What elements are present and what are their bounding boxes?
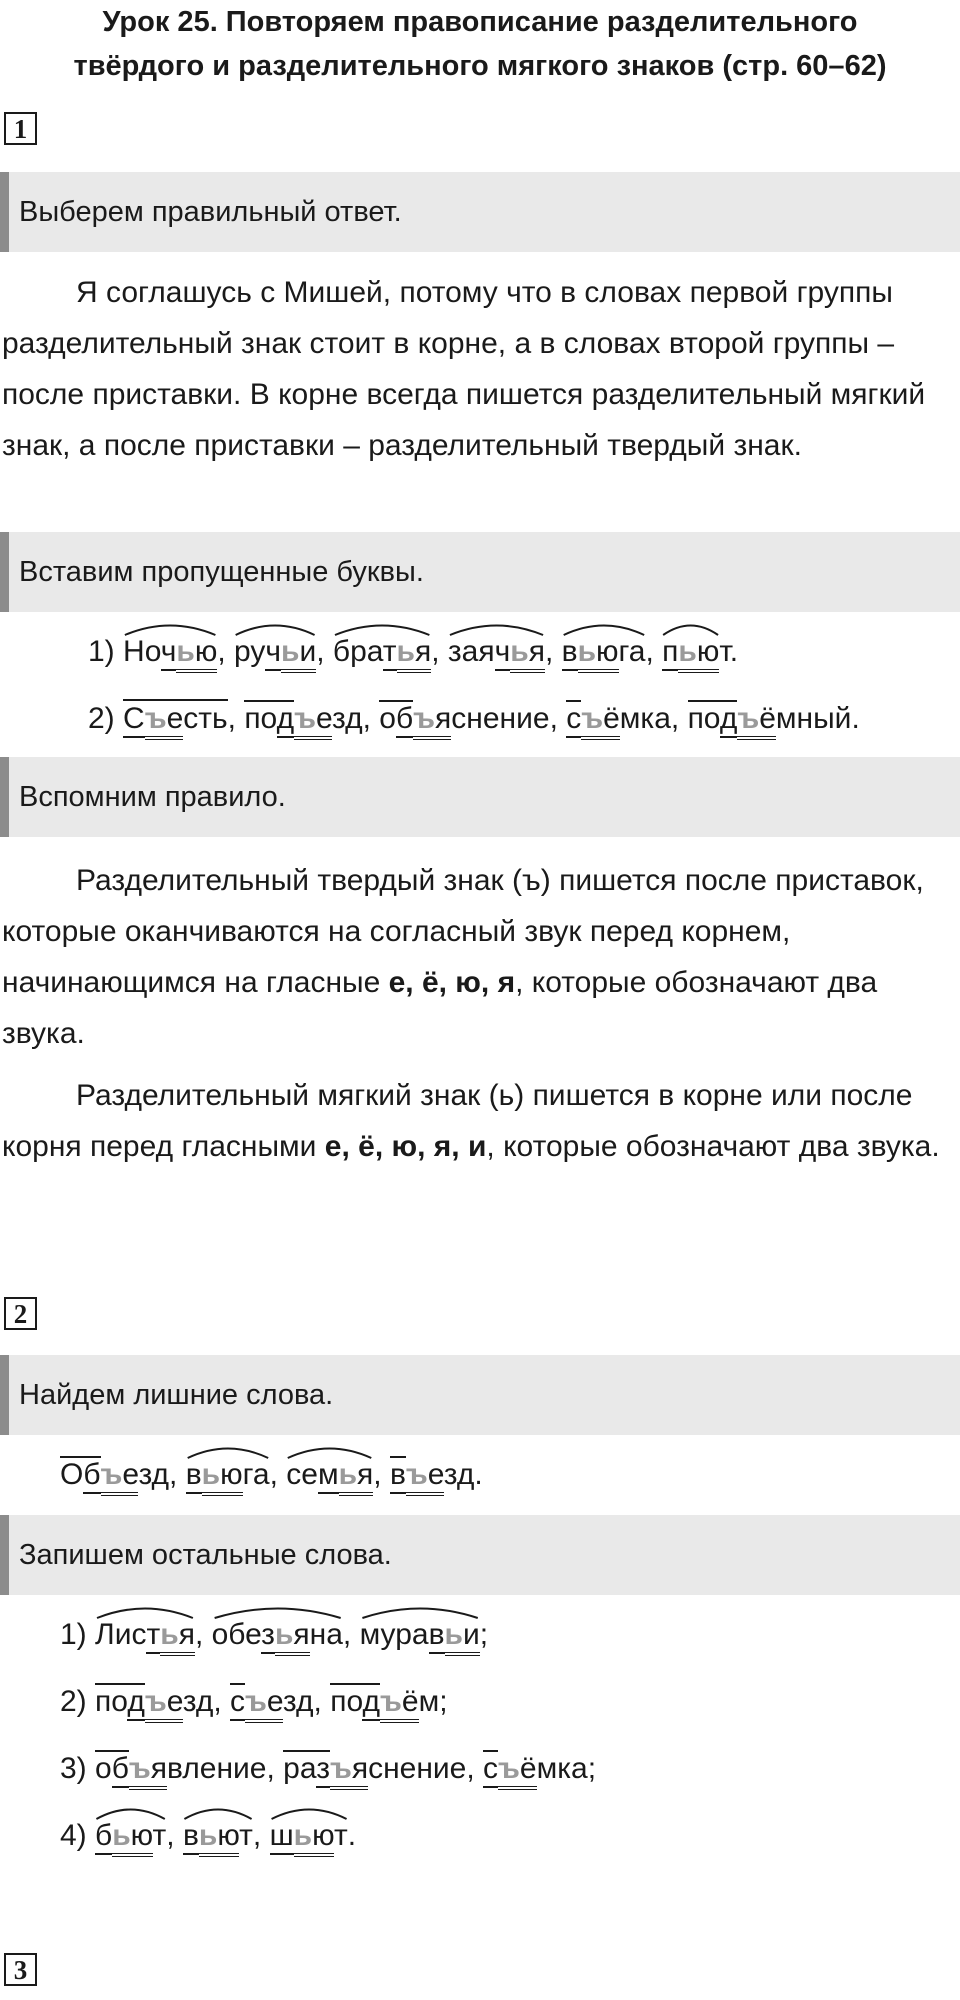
line-prefix: 1) bbox=[60, 1618, 87, 1651]
word: вьют bbox=[183, 1818, 253, 1854]
word: Ночью bbox=[123, 634, 217, 670]
word-line-1: 1) Ночью, ручьи, братья, заячья, вьюга, пьют. bbox=[88, 630, 738, 674]
instruction-band bbox=[0, 532, 960, 612]
instruction-text: Найдем лишние слова. bbox=[19, 1379, 334, 1411]
group-line-3: 3) объявление, разъяснение, съёмка; bbox=[60, 1747, 596, 1791]
group-line-4: 4) бьют, вьют, шьют. bbox=[60, 1814, 356, 1858]
instruction-text: Вставим пропущенные буквы. bbox=[19, 556, 424, 588]
line-prefix: 2) bbox=[88, 702, 115, 735]
word: разъяснение bbox=[283, 1751, 466, 1787]
rule-paragraph-2: Разделительный мягкий знак (ь) пишется в корне или после корня перед гласными е, ё, ю, я, и, которые обозначают два звука. bbox=[2, 1079, 940, 1163]
word: братья bbox=[333, 634, 431, 670]
instruction-text: Выберем правильный ответ. bbox=[19, 196, 402, 228]
lesson-title-line2: твёрдого и разделительного мягкого знаков (стр. 60–62) bbox=[73, 50, 887, 82]
word: подъезд bbox=[95, 1684, 213, 1720]
word: объявление bbox=[95, 1751, 266, 1787]
line-prefix: 2) bbox=[60, 1685, 87, 1718]
instruction-band bbox=[0, 172, 960, 252]
word-line-2: 2) Съесть, подъезд, объяснение, съёмка, подъёмный. bbox=[88, 697, 860, 741]
word: Листья bbox=[95, 1617, 195, 1653]
word: заячья bbox=[448, 634, 545, 670]
word: бьют bbox=[95, 1818, 166, 1854]
word: пью bbox=[662, 634, 719, 670]
word: Съесть bbox=[123, 699, 228, 737]
word: подъёмный bbox=[688, 701, 852, 737]
word: подъезд bbox=[244, 701, 362, 737]
word: объяснение bbox=[379, 701, 549, 737]
instruction-band bbox=[0, 1515, 960, 1595]
word: вьюга bbox=[562, 634, 646, 670]
word: въезд bbox=[390, 1457, 474, 1493]
word: Объезд bbox=[60, 1457, 169, 1493]
line-prefix: 3) bbox=[60, 1752, 87, 1785]
instruction-band bbox=[0, 757, 960, 837]
word: вьюга bbox=[186, 1457, 270, 1493]
word: семья bbox=[286, 1457, 373, 1493]
instruction-band bbox=[0, 1355, 960, 1435]
line-prefix: 1) bbox=[88, 635, 115, 668]
word: подъём bbox=[330, 1684, 439, 1720]
word: съезд bbox=[230, 1684, 314, 1720]
lesson-title bbox=[0, 0, 960, 88]
instruction-text: Запишем остальные слова. bbox=[19, 1539, 392, 1571]
word: съёмка bbox=[566, 701, 671, 737]
word: обезьяна bbox=[212, 1617, 343, 1653]
task-number-1: 1 bbox=[4, 112, 37, 145]
word: ручьи bbox=[234, 634, 316, 670]
extra-words-line: Объезд, вьюга, семья, въезд. bbox=[60, 1453, 483, 1497]
group-line-1: 1) Листья, обезьяна, муравьи; bbox=[60, 1613, 488, 1657]
task-number-3: 3 bbox=[4, 1953, 37, 1986]
answer-paragraph: Я соглашусь с Мишей, потому что в словах первой группы разделительный знак стоит в корне, а в словах второй группы – после приставки. В корне всегда пишется разделительный мягкий знак, а после приставки – разделительный твердый знак. bbox=[2, 276, 926, 462]
rule-paragraph-1: Разделительный твердый знак (ъ) пишется после приставок, которые оканчиваются на согласный звук перед корнем, начинающимся на гласные е, ё, ю, я, которые обозначают два звука. bbox=[2, 864, 924, 1050]
word: шьют bbox=[270, 1818, 348, 1854]
lesson-title-line1: Урок 25. Повторяем правописание разделительного bbox=[102, 6, 858, 38]
word: съёмка bbox=[483, 1751, 588, 1787]
instruction-text: Вспомним правило. bbox=[19, 781, 286, 813]
word: муравьи bbox=[360, 1617, 480, 1653]
group-line-2: 2) подъезд, съезд, подъём; bbox=[60, 1680, 448, 1724]
line-prefix: 4) bbox=[60, 1819, 87, 1852]
task-number-2: 2 bbox=[4, 1297, 37, 1330]
